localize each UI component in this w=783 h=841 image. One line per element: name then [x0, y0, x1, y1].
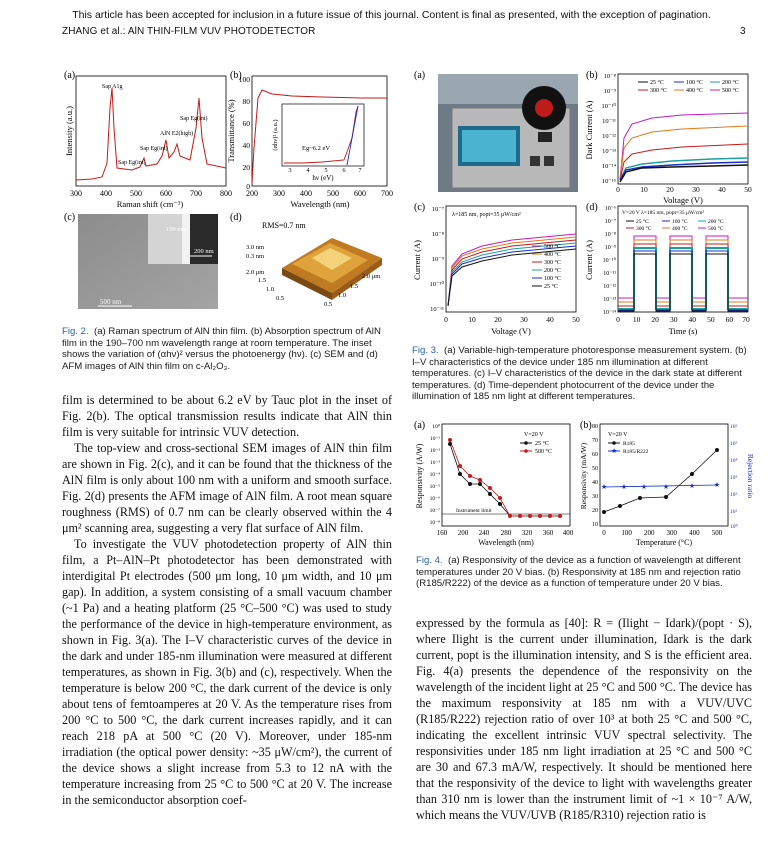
svg-text:500 nm: 500 nm [100, 298, 122, 306]
svg-text:RMS=0.7 nm: RMS=0.7 nm [262, 221, 306, 230]
svg-text:(c): (c) [414, 202, 426, 213]
svg-text:Voltage (V): Voltage (V) [663, 195, 703, 205]
svg-text:10⁻¹²: 10⁻¹² [603, 284, 616, 290]
figure-4 [412, 418, 755, 550]
svg-text:25 °C: 25 °C [544, 284, 558, 290]
svg-text:200: 200 [246, 189, 258, 198]
svg-text:(a): (a) [414, 70, 426, 81]
svg-text:10⁰: 10⁰ [730, 524, 738, 530]
fig4a-responsivity-wavelength [414, 420, 574, 547]
svg-text:hν (eV): hν (eV) [312, 174, 334, 182]
svg-text:50: 50 [572, 315, 580, 324]
svg-text:10²: 10² [730, 492, 738, 498]
svg-text:320: 320 [521, 529, 533, 537]
svg-text:40: 40 [718, 185, 726, 194]
svg-text:Instrument limit: Instrument limit [456, 508, 492, 514]
svg-text:70: 70 [742, 315, 750, 324]
svg-text:0: 0 [602, 529, 606, 537]
svg-text:50: 50 [592, 466, 598, 472]
svg-text:10⁻⁶: 10⁻⁶ [604, 206, 616, 212]
svg-text:30: 30 [692, 185, 700, 194]
svg-text:400: 400 [562, 529, 574, 537]
svg-text:★: ★ [662, 483, 670, 491]
svg-text:700: 700 [381, 189, 393, 198]
svg-text:10⁻⁷: 10⁻⁷ [604, 219, 616, 225]
svg-text:25 °C: 25 °C [535, 441, 549, 447]
svg-text:10⁻⁹: 10⁻⁹ [604, 245, 616, 251]
svg-text:10¹: 10¹ [730, 509, 738, 515]
svg-text:800: 800 [220, 189, 232, 198]
fig2a-ylabel: Intensity (a.u.) [64, 106, 74, 156]
fig3b-dark-current-plot [584, 70, 752, 205]
svg-text:10⁻¹⁰: 10⁻¹⁰ [602, 258, 616, 264]
svg-text:60: 60 [242, 119, 250, 128]
svg-text:40: 40 [242, 141, 250, 150]
svg-text:1.0: 1.0 [338, 292, 347, 299]
svg-text:500 °C: 500 °C [708, 226, 724, 232]
svg-text:★: ★ [611, 447, 618, 455]
svg-text:10⁶: 10⁶ [730, 424, 738, 430]
svg-text:10: 10 [592, 522, 598, 528]
svg-text:20: 20 [242, 163, 250, 172]
fig3d-time-plot [584, 202, 750, 336]
fig2a-ann-2: Sap Eg(int) [180, 116, 208, 122]
svg-text:10⁻¹⁰: 10⁻¹⁰ [601, 103, 616, 110]
svg-text:360: 360 [542, 529, 554, 537]
svg-text:10⁻⁵: 10⁻⁵ [429, 484, 440, 490]
svg-text:20: 20 [592, 508, 598, 514]
svg-text:0: 0 [246, 182, 250, 191]
svg-text:70: 70 [592, 438, 598, 444]
svg-text:100: 100 [621, 529, 632, 537]
svg-text:100 °C: 100 °C [672, 219, 688, 225]
svg-text:10: 10 [468, 315, 476, 324]
svg-text:(d): (d) [586, 202, 598, 213]
svg-text:Current (A): Current (A) [584, 240, 594, 280]
svg-text:★: ★ [600, 483, 608, 491]
svg-text:10⁻¹³: 10⁻¹³ [602, 148, 616, 155]
svg-text:300 °C: 300 °C [544, 260, 561, 266]
acceptance-notice: This article has been accepted for inclusion in a future issue of this journal. Content is final as presented, with the exception of pagination. [72, 9, 711, 21]
svg-text:10⁻¹¹: 10⁻¹¹ [603, 271, 616, 277]
svg-text:10⁻⁸: 10⁻⁸ [604, 232, 616, 238]
svg-text:V=20 V: V=20 V [524, 432, 544, 438]
svg-text:Voltage (V): Voltage (V) [491, 326, 531, 336]
svg-text:10⁻¹⁴: 10⁻¹⁴ [602, 310, 616, 316]
page-number: 3 [740, 26, 746, 37]
svg-text:20: 20 [494, 315, 502, 324]
svg-text:40: 40 [546, 315, 554, 324]
svg-text:V=20 V: V=20 V [608, 432, 628, 438]
svg-text:280: 280 [500, 529, 512, 537]
svg-text:2.0 μm: 2.0 μm [246, 269, 265, 276]
svg-text:10⁻¹⁵: 10⁻¹⁵ [601, 178, 616, 185]
svg-text:50: 50 [744, 185, 752, 194]
svg-text:300 °C: 300 °C [650, 88, 667, 94]
svg-text:10⁻⁹: 10⁻⁹ [431, 256, 444, 263]
svg-text:10⁻⁸: 10⁻⁸ [603, 73, 616, 80]
svg-text:50: 50 [707, 315, 715, 324]
svg-text:200 °C: 200 °C [708, 219, 724, 225]
svg-text:10⁻³: 10⁻³ [429, 460, 440, 466]
svg-text:400 °C: 400 °C [544, 252, 561, 258]
paragraph-4: expressed by the formula as [40]: R = (Ilight − Idark)/(popt · S), where Ilight is the current under illumination, Idark is the dark current, popt is the illumination intensity, and S is the efficient area. Fig. 4(a) presents the dependence of the responsivity on the wavelength of the incident light at 25 °C and 500 °C. The device has the maximum responsivity at 185 nm with a VUV/UVC (R185/R222) rejection ratio of over 10³ at both 25 °C and 500 °C, indicating the excellent intrinsic VUV spectral selectivity. The responsivities under 185 nm light irradiation at 25 °C and 500 °C are 30 and 67.3 mA/W, respectively. It should be mentioned here that the responsivity of the device to light with wavelengths greater than 310 nm is lower than the instrument limit of ~1 × 10⁻⁷ A/W, which means the VUV/UVB (R185/R310) rejection ratio is [416, 616, 752, 822]
fig3c-iv-plot [412, 202, 580, 336]
fig2c-sem-image [64, 212, 218, 309]
svg-text:10³: 10³ [730, 475, 738, 481]
svg-text:10⁻¹³: 10⁻¹³ [603, 297, 616, 303]
svg-text:1.5: 1.5 [350, 283, 359, 290]
fig4b-responsivity-temperature [579, 420, 755, 547]
svg-text:300: 300 [666, 529, 678, 537]
svg-text:40: 40 [592, 480, 598, 486]
svg-text:400: 400 [689, 529, 700, 537]
svg-text:300 °C: 300 °C [636, 226, 652, 232]
svg-text:700: 700 [190, 189, 202, 198]
svg-text:Temperature (°C): Temperature (°C) [635, 538, 693, 547]
fig2a-xlabel: Raman shift (cm⁻¹) [116, 199, 184, 209]
svg-text:100 °C: 100 °C [544, 276, 561, 282]
svg-text:λ=185 nm, popt=35 μW/cm²: λ=185 nm, popt=35 μW/cm² [452, 212, 521, 218]
svg-text:R185/R222: R185/R222 [623, 449, 649, 455]
svg-text:1.0: 1.0 [266, 286, 275, 293]
svg-text:10⁻¹⁰: 10⁻¹⁰ [429, 281, 444, 288]
fig4-caption: Fig. 4. (a) Responsivity of the device as a function of wavelength at different temperatures under 20 V bias. (b) Responsivity at 185 nm and rejection ratio (R185/R222) of the device as a function of temperature under 20 V bias. [416, 555, 741, 590]
svg-text:200 nm: 200 nm [194, 248, 214, 255]
svg-text:10: 10 [640, 185, 648, 194]
svg-text:500: 500 [711, 529, 723, 537]
svg-text:100 °C: 100 °C [686, 80, 703, 86]
svg-text:200 °C: 200 °C [544, 268, 561, 274]
svg-text:80: 80 [592, 424, 598, 430]
svg-text:60: 60 [592, 452, 598, 458]
svg-text:30: 30 [520, 315, 528, 324]
figure-2 [62, 68, 392, 318]
svg-text:0.5: 0.5 [324, 301, 333, 308]
svg-text:3.0 nm: 3.0 nm [246, 244, 265, 251]
svg-text:25 °C: 25 °C [636, 219, 649, 225]
svg-text:80: 80 [242, 97, 250, 106]
fig2a-raman-plot [64, 70, 232, 209]
svg-text:0: 0 [616, 185, 620, 194]
svg-text:10⁻⁹: 10⁻⁹ [603, 88, 616, 95]
svg-text:500: 500 [130, 189, 142, 198]
svg-text:500 °C: 500 °C [535, 449, 552, 455]
fig3-caption: Fig. 3. (a) Variable-high-temperature photoresponse measurement system. (b) I–V characteristics of the device under 185 nm illumination at different temperatures. (c) I–V characteristics of the device in the dark state at different temperatures. (d) Time-dependent photocurrent of the device under the illumination of 185 nm light at different temperatures. [412, 345, 747, 403]
fig3a-system-photo [414, 70, 578, 192]
svg-text:Responsivity (mA/W): Responsivity (mA/W) [579, 442, 588, 510]
svg-text:200: 200 [457, 529, 469, 537]
svg-text:160: 160 [436, 529, 448, 537]
svg-text:★: ★ [688, 482, 696, 490]
svg-text:Dark Current (A): Dark Current (A) [584, 100, 594, 160]
svg-text:10⁻¹⁴: 10⁻¹⁴ [601, 163, 616, 170]
svg-text:60: 60 [725, 315, 734, 324]
svg-text:500 °C: 500 °C [544, 244, 561, 250]
running-title: ZHANG et al.: AlN THIN-FILM VUV PHOTODETECTOR [62, 26, 316, 37]
svg-text:★: ★ [713, 481, 721, 489]
svg-text:100 nm: 100 nm [166, 226, 186, 233]
svg-text:30: 30 [669, 315, 678, 324]
svg-text:600: 600 [354, 189, 366, 198]
paragraph-1: film is determined to be about 6.2 eV by Tauc plot in the inset of Fig. 2(b). The optical transmission results indicate that AlN thin film is very suitable for intrinsic VUV detection. [62, 393, 392, 439]
svg-text:300: 300 [70, 189, 82, 198]
svg-text:20: 20 [666, 185, 674, 194]
svg-text:(a): (a) [414, 420, 426, 431]
svg-text:30: 30 [592, 494, 598, 500]
fig2a-ann-3: AlN E2(high) [160, 131, 194, 137]
fig2a-ann-4: Sap Eg(int) [140, 146, 168, 152]
svg-text:0: 0 [616, 315, 620, 324]
svg-text:0: 0 [444, 315, 448, 324]
svg-text:Time (s): Time (s) [668, 326, 698, 336]
svg-text:10⁻⁸: 10⁻⁸ [431, 231, 444, 238]
svg-text:(c): (c) [64, 212, 76, 223]
svg-text:(b): (b) [586, 70, 598, 81]
svg-text:10⁻²: 10⁻² [429, 448, 440, 454]
svg-text:Current (A): Current (A) [412, 240, 422, 280]
fig2-caption: Fig. 2. (a) Raman spectrum of AlN thin film. (b) Absorption spectrum of AlN film in the 190–700 nm wavelength range at room temperature. The inset shows the variation of (αhν)² versus the photoenergy (hν). (c) SEM and (d) AFM images of AlN thin film on c-Al₂O₃. [62, 326, 381, 372]
svg-text:Transmittance (%): Transmittance (%) [226, 99, 236, 163]
svg-text:10: 10 [632, 315, 641, 324]
svg-text:Eg~6.2 eV: Eg~6.2 eV [302, 145, 331, 152]
svg-text:500: 500 [327, 189, 339, 198]
paragraph-3: To investigate the VUV photodetection property of AlN thin film, a Pt–AlN–Pt photodetector has been demonstrated with interdigital Pt electrodes (500 μm long, 10 μm width, and 10 μm gap). In addition, a system consisting of a small vacuum chamber (~1 Pa) and a heating platform (25 °C–500 °C) was used to study the performance of the device in high-temperature environment, as shown in Fig. 3(a). The I–V characteristic curves of the device in the dark and under 185-nm illumination were measured at different temperatures, as shown in Fig. 3(b) and (c), respectively. When the temperature is below 200 °C, the dark current of the device is only about tens of femtoamperes at 20 V. As the temperature rises from 200 °C to 500 °C, the dark current increases rapidly, and it can reach 218 pA at 500 °C (20 V). Moreover, under 185-nm irradiation (the optical power density: ~35 μW/cm²), the current of the device shows a slight increase from 5.3 to 12 nA with the temperature increasing from 25 °C to 500 °C at 20 V. The increase in the semiconductor absorption coef- [62, 537, 392, 807]
fig2b-transmittance-plot [226, 70, 393, 209]
svg-text:★: ★ [620, 483, 628, 491]
svg-text:(αhν)² (a.u.): (αhν)² (a.u.) [272, 119, 279, 151]
paragraph-2: The top-view and cross-sectional SEM images of AlN thin film are shown in Fig. 2(c), and it can be found that the thickness of the AlN film is only about 100 nm with a uniform and smooth surface. Fig. 2(d) presents the AFM image of AlN film. A root mean square roughness (RMS) of 0.7 nm can be clearly observed within the 4 μm² scanning area, suggesting a very flat surface of AlN film. [62, 441, 392, 535]
svg-text:2.0 μm: 2.0 μm [362, 273, 381, 280]
fig2a-letter: (a) [64, 70, 76, 81]
svg-text:1.5: 1.5 [258, 277, 267, 284]
svg-text:3: 3 [288, 167, 292, 174]
svg-text:10⁴: 10⁴ [730, 458, 738, 464]
svg-text:10⁻⁷: 10⁻⁷ [431, 206, 444, 213]
svg-text:Responsivity (A/W): Responsivity (A/W) [415, 443, 424, 509]
svg-text:600: 600 [160, 189, 172, 198]
svg-text:10⁻⁷: 10⁻⁷ [429, 508, 440, 514]
svg-text:10⁻¹¹: 10⁻¹¹ [430, 306, 444, 313]
svg-text:Rejection ratio: Rejection ratio [746, 453, 755, 499]
svg-text:25 °C: 25 °C [650, 80, 664, 86]
svg-text:400: 400 [100, 189, 112, 198]
svg-text:(b): (b) [580, 420, 592, 431]
svg-text:10⁵: 10⁵ [730, 441, 738, 447]
svg-text:0.5: 0.5 [276, 295, 285, 302]
svg-text:10⁰: 10⁰ [432, 424, 440, 430]
svg-text:4: 4 [306, 167, 310, 174]
svg-text:100: 100 [238, 75, 250, 84]
svg-text:10⁻⁶: 10⁻⁶ [429, 496, 440, 502]
svg-text:Wavelength (nm): Wavelength (nm) [290, 199, 350, 209]
svg-text:R185: R185 [623, 441, 635, 447]
svg-text:400: 400 [300, 189, 312, 198]
svg-text:400 °C: 400 °C [686, 88, 703, 94]
svg-text:7: 7 [358, 167, 362, 174]
svg-text:Wavelength (nm): Wavelength (nm) [478, 538, 534, 547]
svg-text:20: 20 [651, 315, 659, 324]
svg-text:(b): (b) [230, 70, 242, 81]
fig2d-afm-image [230, 212, 382, 308]
fig2a-ann-5: Sap Eg(int) [118, 160, 146, 166]
fig2a-ann-1: Sap A1g [102, 84, 123, 90]
svg-text:240: 240 [478, 529, 490, 537]
svg-text:0.3 nm: 0.3 nm [246, 253, 265, 260]
svg-text:10⁻⁴: 10⁻⁴ [429, 472, 440, 478]
svg-text:40: 40 [688, 315, 697, 324]
svg-text:300: 300 [273, 189, 285, 198]
svg-text:200 °C: 200 °C [722, 80, 739, 86]
figure-3 [412, 68, 752, 340]
left-column-text [62, 392, 392, 808]
svg-text:500 °C: 500 °C [722, 88, 739, 94]
svg-text:★: ★ [640, 483, 648, 491]
svg-text:(d): (d) [230, 212, 242, 223]
svg-text:10⁻¹¹: 10⁻¹¹ [602, 118, 616, 125]
svg-text:200: 200 [643, 529, 655, 537]
svg-text:10⁻⁸: 10⁻⁸ [429, 520, 440, 526]
svg-text:5: 5 [324, 167, 328, 174]
svg-text:400 °C: 400 °C [672, 226, 688, 232]
svg-text:10⁻¹: 10⁻¹ [429, 436, 440, 442]
svg-text:10⁻¹²: 10⁻¹² [602, 133, 616, 140]
svg-text:6: 6 [342, 167, 346, 174]
right-column-text [416, 615, 752, 823]
svg-text:V=20 V λ=185 nm, popt=35 μW/c: V=20 V λ=185 nm, popt=35 μW/cm² [622, 210, 705, 216]
